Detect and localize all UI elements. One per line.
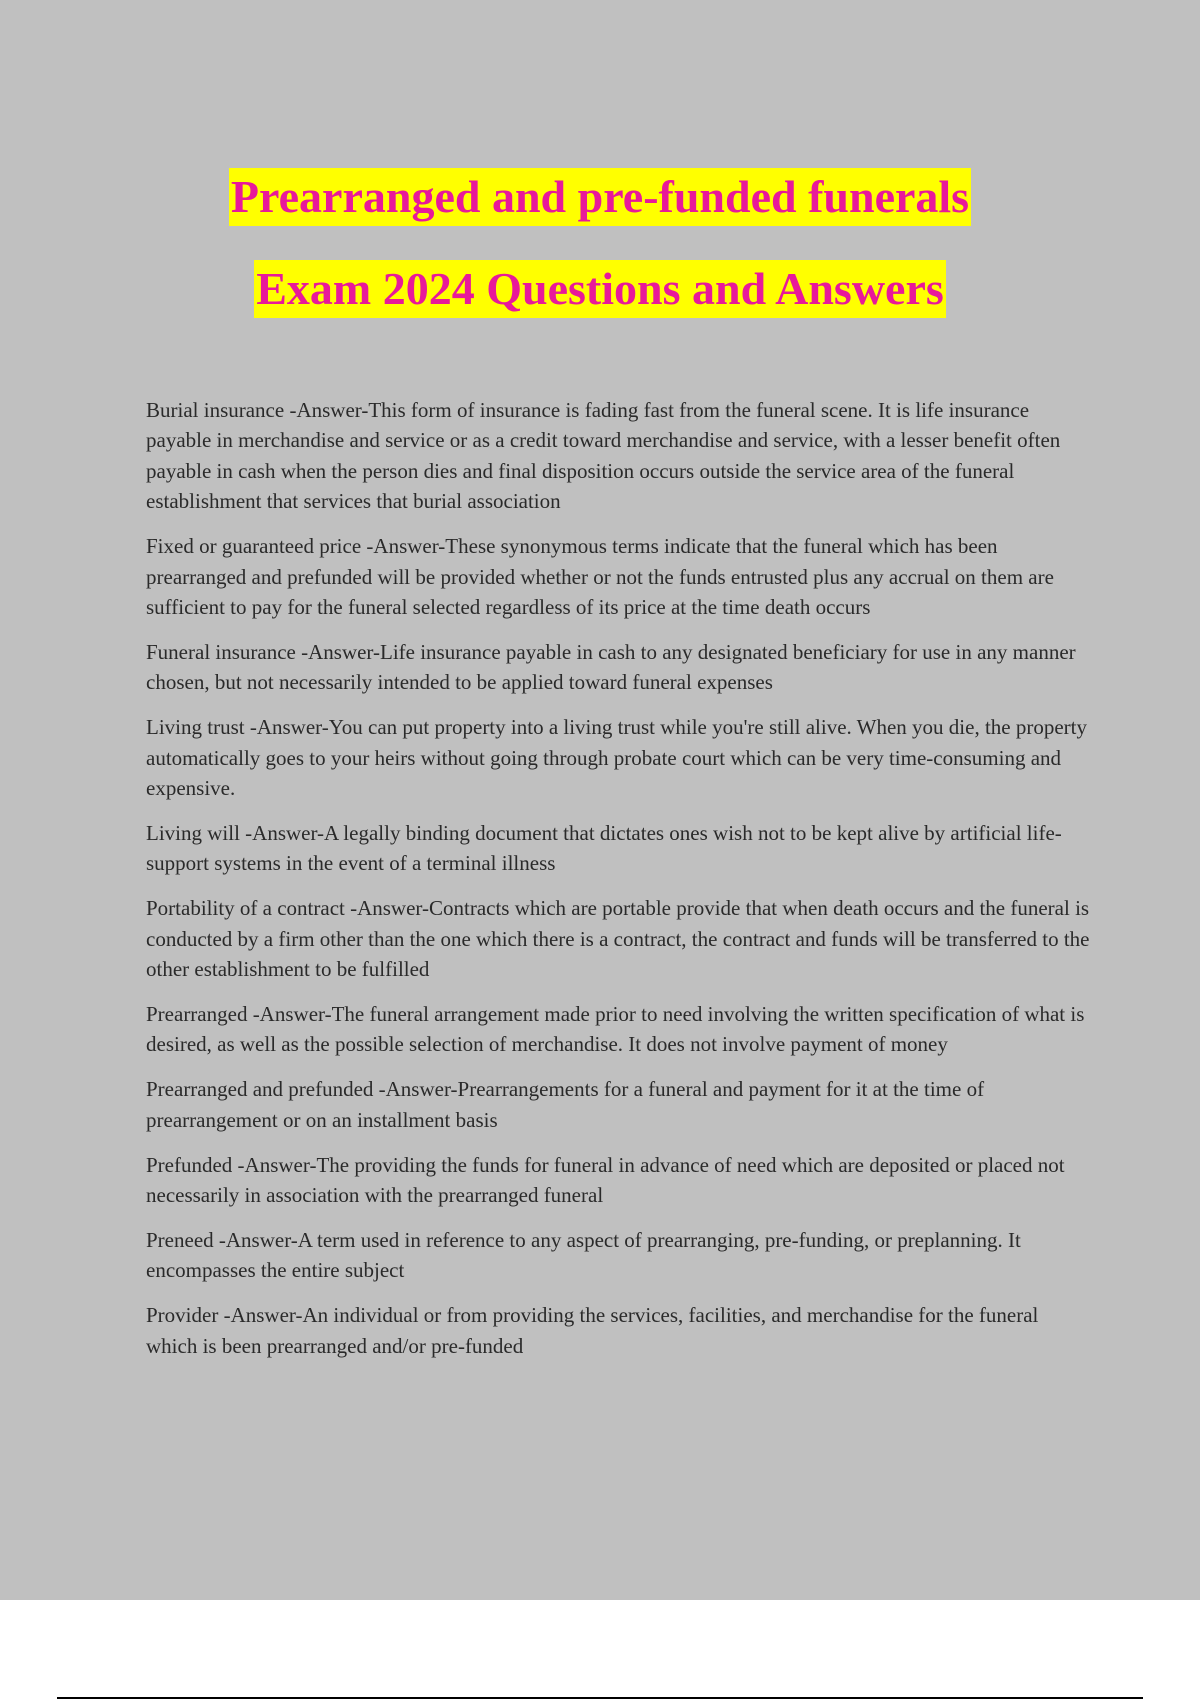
title-line-1: Prearranged and pre-funded funerals bbox=[229, 168, 971, 226]
qa-item-prearranged-prefunded: Prearranged and prefunded -Answer-Prearrangements for a funeral and payment for it at the time of prearrangement or on an installment basis bbox=[146, 1077, 985, 1132]
qa-item-portability: Portability of a contract -Answer-Contracts which are portable provide that when death occurs and the funeral is conducted by a firm other than the one which there is a contract, the contract and funds will be transferred to the other establishment to be fulfilled bbox=[146, 896, 1090, 981]
qa-item-living-will: Living will -Answer-A legally binding document that dictates ones wish not to be kept alive by artificial life-support systems in the event of a terminal illness bbox=[146, 820, 1062, 876]
qa-item-provider: Provider -Answer-An individual or from providing the services, facilities, and merchandise for the funeral which is been prearranged and/or pre-funded bbox=[146, 1303, 1039, 1358]
qa-item-living-trust: Living trust -Answer-You can put property into a living trust while you're still alive. When you die, the property automatically goes to your heirs without going through probate court which can be very time-consuming and expensive. bbox=[146, 715, 1088, 800]
qa-item-prearranged: Prearranged -Answer-The funeral arrangement made prior to need involving the written specification of what is desired, as well as the possible selection of merchandise. It does not involve payment of money bbox=[146, 1001, 1085, 1057]
qa-item-prefunded: Prefunded -Answer-The providing the funds for funeral in advance of need which are deposited or placed not necessarily in association with the prearranged funeral bbox=[146, 1152, 1065, 1207]
qa-item-burial-insurance: Burial insurance -Answer-This form of insurance is fading fast from the funeral scene. It is life insurance payable in merchandise and service or as a credit toward merchandise and service, with a lesser benefit often payable in cash when the person dies and final disposition occurs outside the service area of the funeral establishment that services that burial association bbox=[146, 398, 1061, 514]
title-line-2: Exam 2024 Questions and Answers bbox=[254, 260, 946, 318]
qa-list bbox=[146, 395, 1091, 1375]
qa-item-fixed-price: Fixed or guaranteed price -Answer-These synonymous terms indicate that the funeral which has been prearranged and prefunded will be provided whether or not the funds entrusted plus any accrual on them are sufficient to pay for the funeral selected regardless of its price at the time death occurs bbox=[146, 534, 1054, 619]
footer-divider bbox=[57, 1697, 1143, 1699]
qa-item-preneed: Preneed -Answer-A term used in reference to any aspect of prearranging, pre-funding, or preplanning. It encompasses the entire subject bbox=[146, 1227, 1021, 1283]
qa-item-funeral-insurance: Funeral insurance -Answer-Life insurance payable in cash to any designated beneficiary for use in any manner chosen, but not necessarily intended to be applied toward funeral expenses bbox=[146, 639, 1076, 695]
document-title bbox=[0, 168, 1200, 352]
